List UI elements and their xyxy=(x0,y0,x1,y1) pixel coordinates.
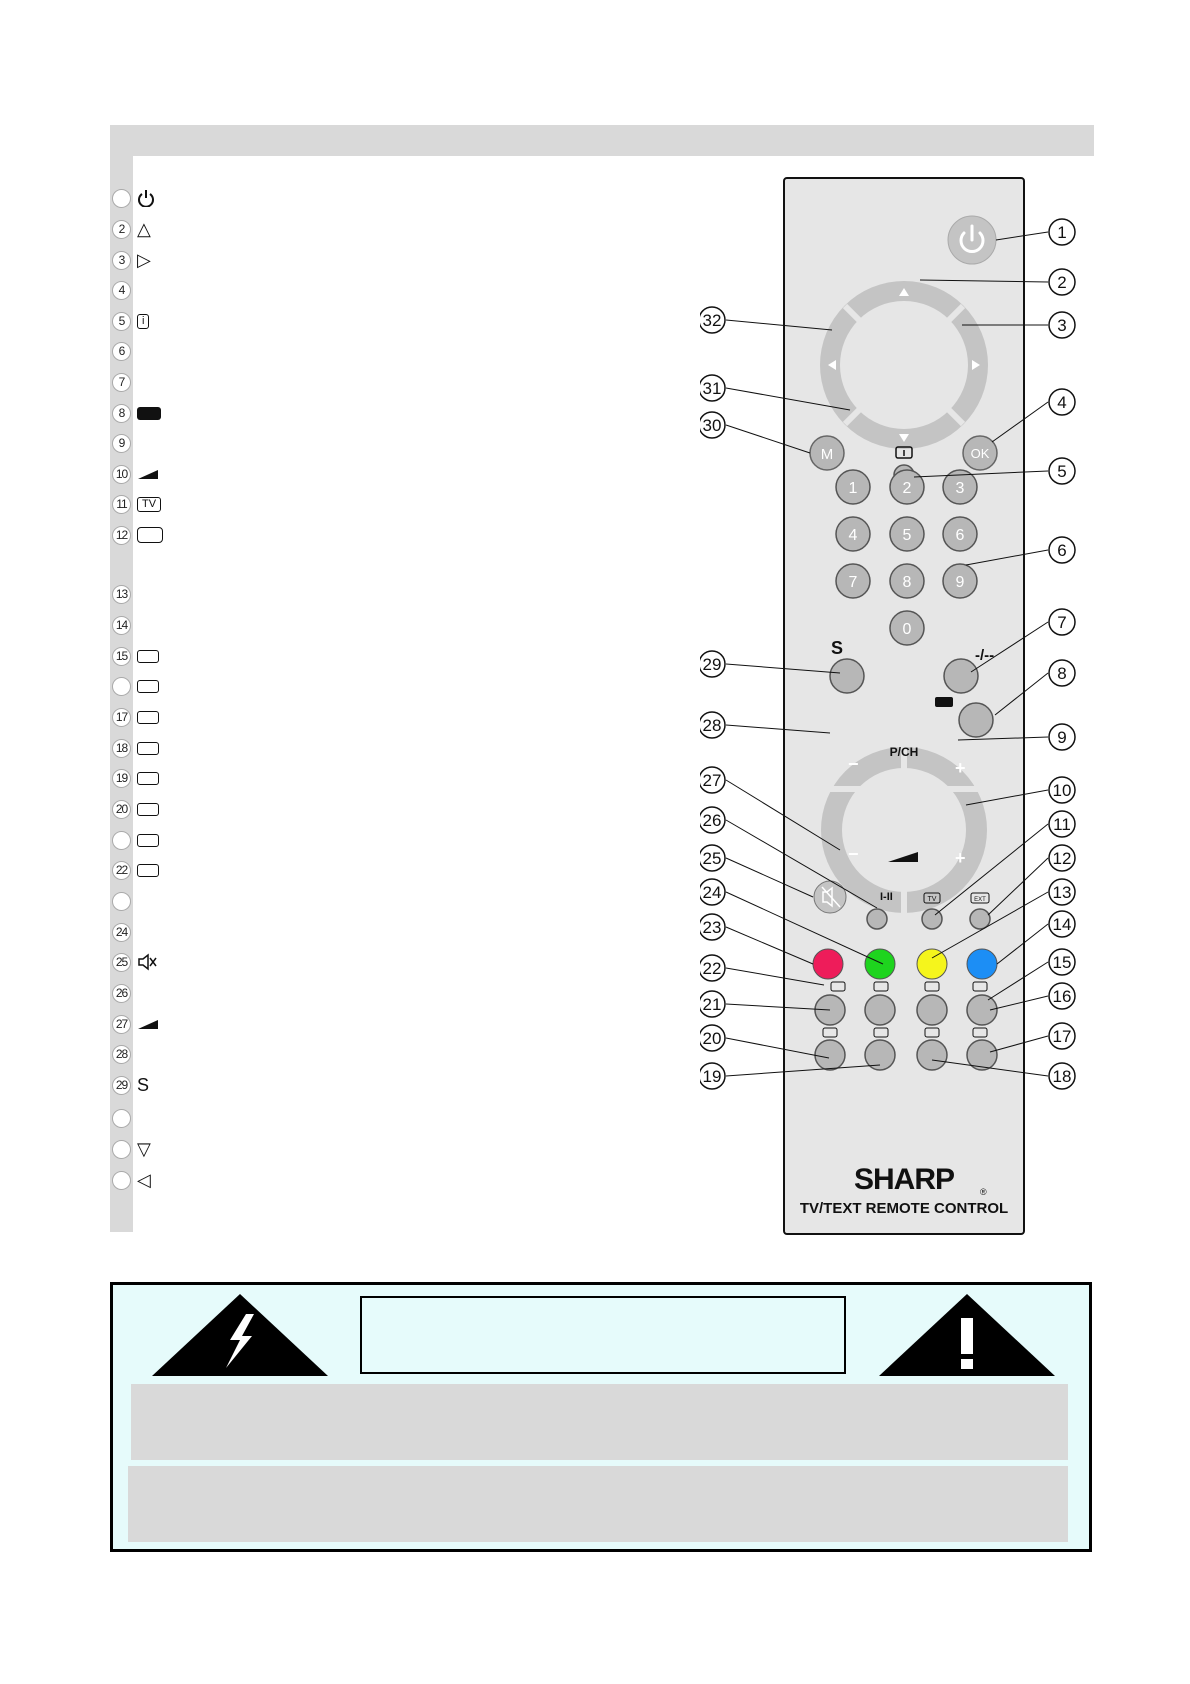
reveal-button[interactable] xyxy=(917,1040,947,1070)
warning-text-panel-1 xyxy=(131,1384,1068,1460)
legend-item xyxy=(112,950,157,974)
legend-number: 2 xyxy=(112,220,131,239)
legend-item xyxy=(112,309,149,333)
callout-number: 29 xyxy=(702,655,722,674)
callout-number: 30 xyxy=(702,416,722,435)
legend-item xyxy=(112,797,159,821)
mix-button[interactable] xyxy=(917,995,947,1025)
text-hold-icon xyxy=(137,803,159,816)
legend-number: 29 xyxy=(112,1076,131,1095)
swap-icon: S xyxy=(137,1075,150,1095)
channel-up-button[interactable]: + xyxy=(955,758,966,778)
legend-item xyxy=(112,582,131,606)
callout-number: 8 xyxy=(1057,664,1067,683)
legend-item xyxy=(112,523,163,547)
legend-number xyxy=(112,189,131,208)
digit-label: 4 xyxy=(848,527,858,544)
mute-icon xyxy=(137,953,157,971)
legend-number xyxy=(112,677,131,696)
callout-number: 27 xyxy=(702,771,722,790)
legend-item xyxy=(112,613,131,637)
volume-wedge-icon xyxy=(137,1018,159,1030)
hold-button[interactable] xyxy=(815,1040,845,1070)
legend-item xyxy=(112,339,131,363)
callout-number: 2 xyxy=(1057,273,1067,292)
callout-number: 21 xyxy=(702,995,722,1014)
legend-number: 3 xyxy=(112,251,131,270)
text-index-icon xyxy=(137,711,159,724)
screen-icon xyxy=(137,527,163,543)
picture-format-button[interactable] xyxy=(959,703,993,737)
legend-number xyxy=(112,1140,131,1159)
callout-number: 28 xyxy=(702,716,722,735)
legend-number: 7 xyxy=(112,373,131,392)
swap-icon: S xyxy=(831,638,844,658)
triangle-left-icon: ◁ xyxy=(137,1170,151,1190)
brand-logo: SHARP xyxy=(853,1163,955,1196)
legend-item xyxy=(112,431,131,455)
callout-number: 32 xyxy=(702,311,722,330)
callout-number: 6 xyxy=(1057,541,1067,560)
legend-item xyxy=(112,370,131,394)
legend-item xyxy=(112,248,151,272)
dash-button[interactable] xyxy=(944,659,978,693)
text-size-icon xyxy=(137,772,159,785)
cancel-button[interactable] xyxy=(967,995,997,1025)
legend-number: 8 xyxy=(112,404,131,423)
legend-item xyxy=(112,674,159,698)
text-cancel-icon xyxy=(137,680,159,693)
callout-number: 11 xyxy=(1053,815,1071,834)
electric-shock-warning-icon xyxy=(150,1292,330,1378)
pch-label: P/CH xyxy=(889,745,919,759)
remote-control-diagram xyxy=(700,170,1100,1240)
i-ii-label: I-II xyxy=(880,891,893,903)
legend-item xyxy=(112,186,155,210)
legend-item xyxy=(112,644,159,668)
legend-item xyxy=(112,889,131,913)
legend-item xyxy=(112,1137,151,1161)
remote-subtitle: TV/TEXT REMOTE CONTROL xyxy=(799,1200,1009,1217)
callout-number: 31 xyxy=(702,379,722,398)
red-button[interactable] xyxy=(813,949,843,979)
legend-item xyxy=(112,1012,159,1036)
volume-wedge-icon xyxy=(137,468,159,480)
text-subpage-icon xyxy=(137,864,159,877)
callout-number: 7 xyxy=(1057,613,1067,632)
digit-label: 7 xyxy=(848,574,858,591)
volume-up-button[interactable]: + xyxy=(955,848,966,868)
digit-label: 8 xyxy=(902,574,912,591)
legend-number xyxy=(112,1171,131,1190)
callout-number: 10 xyxy=(1052,781,1072,800)
exclamation-warning-icon xyxy=(877,1292,1057,1378)
legend-item xyxy=(112,462,159,486)
legend-number: 26 xyxy=(112,984,131,1003)
legend-number: 9 xyxy=(112,434,131,453)
callout-number: 23 xyxy=(702,918,722,937)
legend-number xyxy=(112,892,131,911)
i-ii-button[interactable] xyxy=(867,909,887,929)
tv-label: TV xyxy=(927,896,937,903)
legend-number: 20 xyxy=(112,800,131,819)
nav-ring xyxy=(820,281,988,449)
legend-item xyxy=(112,858,159,882)
legend-number: 22 xyxy=(112,861,131,880)
legend-item xyxy=(112,217,151,241)
legend-number xyxy=(112,831,131,850)
callout-number: 17 xyxy=(1052,1027,1072,1046)
legend-number: 28 xyxy=(112,1045,131,1064)
legend-item xyxy=(112,401,161,425)
legend-item xyxy=(112,981,131,1005)
swap-button[interactable] xyxy=(830,659,864,693)
legend-number: 27 xyxy=(112,1015,131,1034)
legend-item xyxy=(112,1168,151,1192)
digit-label: 6 xyxy=(955,527,965,544)
digit-label: 9 xyxy=(955,574,965,591)
picture-format-icon xyxy=(137,407,161,420)
text-mix-icon xyxy=(137,650,159,663)
legend-item xyxy=(112,1073,149,1097)
legend-number: 12 xyxy=(112,526,131,545)
subpage-button[interactable] xyxy=(865,995,895,1025)
callout-number: 3 xyxy=(1057,316,1067,335)
legend-item xyxy=(112,278,131,302)
legend-item xyxy=(112,705,159,729)
callout-number: 12 xyxy=(1052,849,1072,868)
legend-item xyxy=(112,736,159,760)
callout-number: 24 xyxy=(702,883,722,902)
header-bar xyxy=(110,125,1094,156)
callout-number: 20 xyxy=(702,1029,722,1048)
ext-label: EXT xyxy=(974,897,986,903)
legend-number: 13 xyxy=(112,585,131,604)
warning-text-panel-2 xyxy=(128,1466,1068,1542)
callout-number: 13 xyxy=(1052,883,1072,902)
teletext-icon xyxy=(137,834,159,847)
legend-number: 11 xyxy=(112,495,131,514)
volume-down-button[interactable]: − xyxy=(848,844,859,864)
callout-number: 14 xyxy=(1052,915,1072,934)
legend-item xyxy=(112,1106,131,1130)
legend-item xyxy=(112,492,161,516)
digit-label: 5 xyxy=(902,527,912,544)
legend-number: 17 xyxy=(112,708,131,727)
callout-number: 15 xyxy=(1052,953,1072,972)
callout-number: 25 xyxy=(702,849,722,868)
legend-item xyxy=(112,920,131,944)
digit-label: 1 xyxy=(848,480,858,497)
legend-item xyxy=(112,828,159,852)
legend-number: 10 xyxy=(112,465,131,484)
triangle-right-icon: ▷ xyxy=(137,250,151,270)
yellow-button[interactable] xyxy=(917,949,947,979)
triangle-down-icon: ▽ xyxy=(137,1139,151,1159)
legend-number: 5 xyxy=(112,312,131,331)
legend-item xyxy=(112,766,159,790)
digit-label: 3 xyxy=(955,480,965,497)
picture-format-icon xyxy=(935,697,953,707)
callout-number: 5 xyxy=(1057,462,1067,481)
triangle-up-icon: △ xyxy=(137,219,151,239)
text-reveal-icon xyxy=(137,742,159,755)
legend-number: 15 xyxy=(112,647,131,666)
legend-number: 4 xyxy=(112,281,131,300)
legend-number: 18 xyxy=(112,739,131,758)
callout-number: 19 xyxy=(702,1067,722,1086)
tv-icon: TV xyxy=(137,497,161,512)
callout-number: 9 xyxy=(1057,728,1067,747)
info-icon: i xyxy=(137,314,149,329)
dash-button-label: -/-- xyxy=(975,647,995,664)
legend-number: 14 xyxy=(112,616,131,635)
menu-button-label: M xyxy=(820,446,834,463)
digit-label: 2 xyxy=(902,480,912,497)
legend-number: 6 xyxy=(112,342,131,361)
callout-number: 4 xyxy=(1057,393,1067,412)
ext-button[interactable] xyxy=(970,909,990,929)
power-icon xyxy=(137,189,155,207)
callout-number: 18 xyxy=(1052,1067,1072,1086)
warning-caption-box xyxy=(360,1296,846,1374)
callout-number: 16 xyxy=(1052,987,1072,1006)
ok-button-label: OK xyxy=(970,446,990,461)
callout-number: 26 xyxy=(702,811,722,830)
blue-button[interactable] xyxy=(967,949,997,979)
callout-number: 22 xyxy=(702,959,722,978)
legend-item xyxy=(112,1042,131,1066)
digit-label: 0 xyxy=(902,621,912,638)
channel-down-button[interactable]: − xyxy=(848,754,859,774)
legend-number: 19 xyxy=(112,769,131,788)
legend-number: 24 xyxy=(112,923,131,942)
legend-number: 25 xyxy=(112,953,131,972)
green-button[interactable] xyxy=(865,949,895,979)
legend-number xyxy=(112,1109,131,1128)
callout-number: 1 xyxy=(1057,223,1067,242)
registered-mark: ® xyxy=(980,1187,987,1197)
